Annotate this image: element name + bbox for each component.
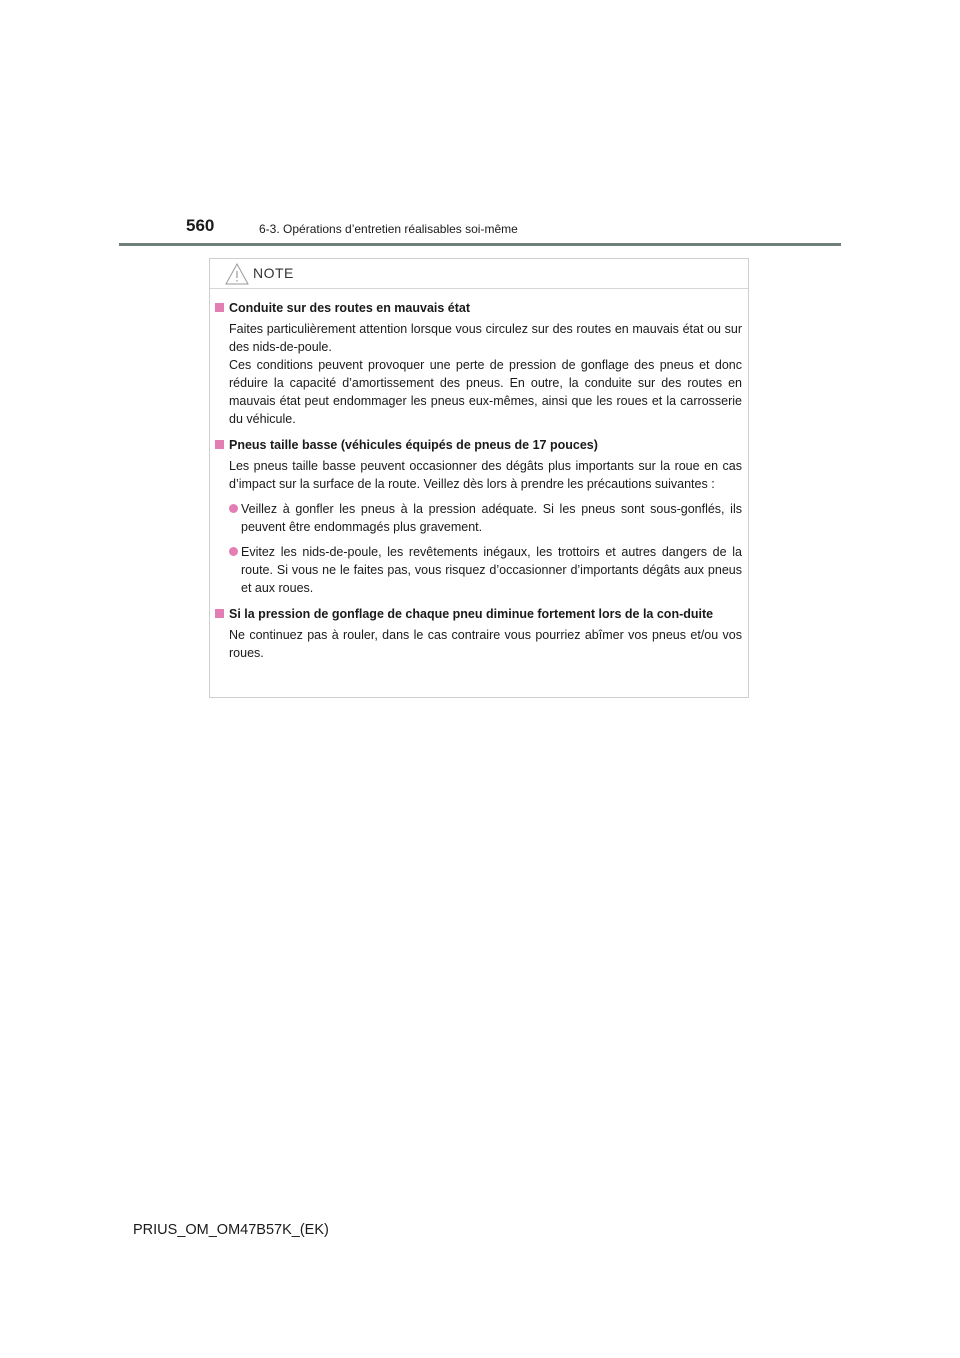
- note-header: [210, 259, 748, 289]
- square-bullet-icon: [215, 303, 224, 312]
- note-item: [215, 605, 742, 662]
- item-title: [215, 299, 742, 317]
- note-item: [215, 299, 742, 428]
- circle-bullet-icon: [229, 504, 238, 513]
- note-item: [215, 436, 742, 597]
- item-title-text: Conduite sur des routes en mauvais état: [229, 301, 471, 315]
- item-title: [215, 436, 742, 454]
- paragraph-line: Ces conditions peuvent provoquer une perte de pression de gonflage des pneus et donc réduire la capacité d’amortissement des pneus. En outre, la conduite sur des routes en mauvais état peut endommager les pneus eux-mêmes, ainsi que les roues et la carrosserie du véhicule.: [229, 358, 742, 426]
- item-title: [215, 605, 742, 623]
- header-rule: [119, 243, 841, 246]
- page-number: 560: [186, 216, 215, 235]
- item-title-text: Si la pression de gonflage de chaque pneu diminue fortement lors de la con-duite: [229, 607, 714, 621]
- paragraph-line: Les pneus taille basse peuvent occasionner des dégâts plus importants sur la roue en cas d’impact sur la surface de la route. Veillez dès lors à prendre les précautions suivantes :: [229, 459, 742, 491]
- sub-bullet: [215, 500, 742, 536]
- warning-triangle-icon: [225, 263, 249, 285]
- item-title-text: Pneus taille basse (véhicules équipés de pneus de 17 pouces): [229, 438, 598, 452]
- paragraph-line: Ne continuez pas à rouler, dans le cas contraire vous pourriez abîmer vos pneus et/ou vos roues.: [229, 628, 742, 660]
- square-bullet-icon: [215, 609, 224, 618]
- sub-bullet: [215, 543, 742, 597]
- square-bullet-icon: [215, 440, 224, 449]
- paragraph-line: Faites particulièrement attention lorsque vous circulez sur des routes en mauvais état ou sur des nids-de-poule.: [229, 322, 742, 354]
- sub-bullet-text: Veillez à gonfler les pneus à la pression adéquate. Si les pneus sont sous-gonflés, ils peuvent être endommagés plus gravement.: [241, 502, 742, 534]
- sub-bullet-text: Evitez les nids-de-poule, les revêtements inégaux, les trottoirs et autres dangers de la route. Si vous ne le faites pas, vous risquez d’occasionner d’importants dégâts aux pneus et aux roues.: [241, 545, 742, 595]
- item-paragraph: [215, 457, 742, 493]
- item-paragraph: [215, 626, 742, 662]
- section-title: 6-3. Opérations d’entretien réalisables soi-même: [259, 222, 518, 236]
- note-box: [209, 258, 749, 698]
- circle-bullet-icon: [229, 547, 238, 556]
- item-paragraph: [215, 320, 742, 428]
- footer-code: PRIUS_OM_OM47B57K_(EK): [133, 1222, 329, 1238]
- note-label: NOTE: [253, 265, 294, 281]
- note-body: [210, 289, 748, 662]
